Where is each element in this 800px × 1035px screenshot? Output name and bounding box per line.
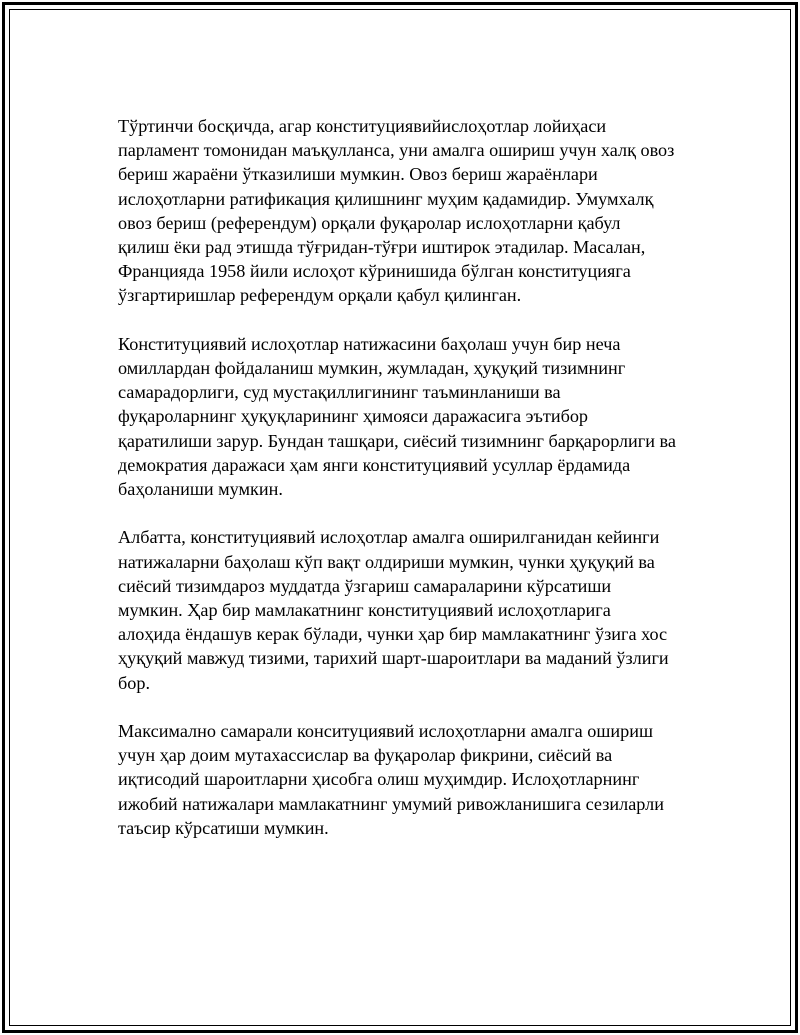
paragraph-conclusion: Максимално самарали конситуциявий ислоҳотларни амалга ошириш учун ҳар доим мутахассислар ва фуқаролар фикрини, сиёсий ва иқтисодий шароитларни ҳисобга олиш муҳимдир. Ислоҳотларнинг ижобий натижалари мамлакатнинг умумий ривожланишига сезиларли таъсир кўрсатиши мумкин.: [118, 721, 664, 838]
paragraph-evaluation-factors: Конституциявий ислоҳотлар натижасини баҳолаш учун бир неча омиллардан фойдаланиш мумкин, жумладан, ҳуқуқий тизимнинг самарадорлиги, суд мустақиллигининг таъминланиши ва фуқароларнинг ҳуқуқларининг ҳимояси даражасига эътибор қаратилиши зарур. Бундан ташқари, сиёсий тизимнинг барқарорлиги ва демократия даражаси ҳам янги конституциявий усуллар ёрдамида баҳоланиши мумкин.: [118, 333, 676, 500]
document-body: [118, 114, 698, 864]
paragraph-long-term-results: Албатта, конституциявий ислоҳотлар амалга оширилганидан кейинги натижаларни баҳолаш кўп вақт олдириши мумкин, чунки ҳуқуқий ва сиёсий тизимдароз муддатда ўзгариш самараларини кўрсатиши мумкин. Ҳар бир мамлакатнинг конституциявий ислоҳотларига алоҳида ёндашув керак бўлади, чунки ҳар бир мамлакатнинг ўзига хос ҳуқуқий мавжуд тизими, тарихий шарт-шароитлари ва маданий ўзлиги бор.: [118, 527, 669, 693]
paragraph-referendum: Тўртинчи босқичда, агар конституциявийислоҳотлар лойиҳаси парламент томонидан маъқулланса, уни амалга ошириш учун халқ овоз бериш жараёни ўтказилиши мумкин. Овоз бериш жараёнлари ислоҳотларни ратификация қилишнинг муҳим қадамидир. Умумхалқ овоз бериш (референдум) орқали фуқаролар ислоҳотларни қабул қилиш ёки рад этишда тўғридан-тўғри иштирок этадилар. Масалан, Францияда 1958 йили ислоҳот кўринишида бўлган конституцияга ўзгартиришлар референдум орқали қабул қилинган.: [118, 116, 675, 306]
